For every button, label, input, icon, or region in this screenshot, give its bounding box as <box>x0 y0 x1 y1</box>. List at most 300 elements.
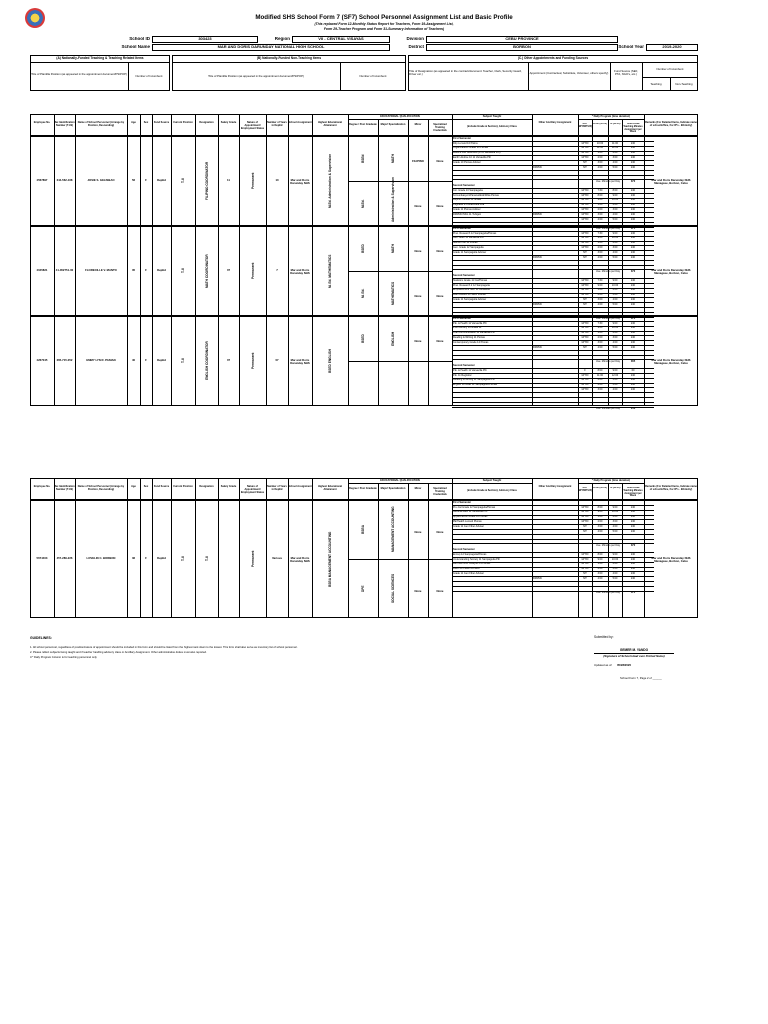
employee-remarks: Mar and Doris Darunday NHS Managase, Borbon, Cebu <box>651 359 691 366</box>
sem1-total: 372 <box>630 179 636 183</box>
employee-years: 10 <box>275 179 279 182</box>
sem1-from: 4:00 <box>597 255 603 259</box>
sem1-minutes: 240 <box>630 165 636 169</box>
sem1-subject: Pre-Cal Grade 12 Sampaguita/Ptonas <box>453 505 496 509</box>
sem1-day: M/T/D <box>581 326 589 330</box>
employee-highest-attainment: BSED ENGLISH <box>328 349 332 373</box>
employee-tin: 265-715-052 <box>56 359 73 362</box>
employee-highest-attainment: M.Ed. Administration & Supervision <box>328 153 332 209</box>
employee-name: LOVELIN C. BORBON <box>86 557 116 560</box>
column-label-to: To (00:00) <box>609 123 621 125</box>
sem1-from: 9:00 <box>597 510 603 514</box>
sem1-day: M/T/D <box>581 335 589 339</box>
sem1-to: 2:00 <box>612 515 618 519</box>
employee-school-assignment: Mar and Doris Darunday NHS <box>290 179 310 186</box>
employee-major-2: Administration & Supervision <box>391 177 395 222</box>
sem1-day: MT <box>583 250 587 254</box>
sem1-minutes: 240 <box>630 160 636 164</box>
employee-training-1: None <box>436 529 444 534</box>
sem1-minutes: 240 <box>630 335 636 339</box>
column-label-age: Age <box>131 121 136 124</box>
sem2-day: M/T/D <box>581 193 589 197</box>
sem1-label: First Semester <box>453 137 472 140</box>
sem1-from: 1:00 <box>597 241 603 245</box>
sem1-day: M/T/D <box>581 241 589 245</box>
sem1-minutes: 240 <box>630 529 636 533</box>
column-label-age: Age <box>131 485 136 488</box>
sem2-total: 372 <box>630 591 636 595</box>
sem2-minutes: 240 <box>630 203 636 207</box>
column-label-ancillary: Other Ancillary Assignment <box>538 485 572 488</box>
sem2-minutes: 60 <box>631 368 635 372</box>
sem2-day: F <box>584 368 586 372</box>
employee-remarks: Mar and Doris Darunday NHS Managase, Borbon, Cebu <box>651 179 691 186</box>
column-label-school-assignment: School Assignment <box>288 121 312 124</box>
column-label-subject-detail: (include Grade & Section), Advisory Class <box>467 125 517 128</box>
sem2-minutes: 240 <box>630 387 636 391</box>
column-label-training: Specialized Training Credentials <box>433 123 447 132</box>
sem1-to: 3:00 <box>612 155 618 159</box>
school-name-label: School Name <box>121 45 150 49</box>
region-label: Region <box>274 37 290 41</box>
sem2-day: M/T/D <box>581 217 589 221</box>
sem1-ancillary: DRRMC <box>533 165 543 169</box>
sem2-from: 2:00 <box>597 567 603 571</box>
district-value: BORBON <box>513 45 531 49</box>
sem2-total: 371 <box>630 227 636 231</box>
sem1-minutes: 240 <box>630 331 636 335</box>
sem1-label: First Semester <box>453 317 472 320</box>
sem2-minutes: 240 <box>630 212 636 216</box>
employee-age: 35 <box>131 269 136 272</box>
sem1-to: 10:00 <box>611 326 619 330</box>
sem2-day: M/T/D <box>581 203 589 207</box>
sem2-from: 4:00 <box>597 217 603 221</box>
employee-training-1: None <box>436 158 444 163</box>
sem1-minutes: 240 <box>630 515 636 519</box>
sem2-day: M/T/D <box>581 212 589 216</box>
sem2-subject: Empowerment Tech 11 Varsavilia <box>453 288 490 292</box>
sem2-day: M/T/D <box>581 373 589 377</box>
employee-position: T-II <box>181 556 185 562</box>
sem2-to: 4:00 <box>612 387 618 391</box>
sem2-label: Second Semester <box>453 184 475 188</box>
sem2-day: M/T/D <box>581 288 589 292</box>
sem1-minutes: 240 <box>630 151 636 155</box>
school-year-label: School Year <box>618 45 644 49</box>
column-label-fund-source: Fund Source <box>153 485 170 488</box>
sem2-minutes: 240 <box>630 302 636 306</box>
sem1-from: 4:00 <box>597 165 603 169</box>
column-label-to: To (00:00) <box>609 487 621 489</box>
sem2-from: 8:00 <box>597 368 603 372</box>
sem1-day: MT <box>583 255 587 259</box>
sem1-to: 9:00 <box>612 231 618 235</box>
column-label-subject-detail: (include Grade & Section), Advisory Class <box>467 489 517 492</box>
sem1-subject: Stat & Prob 11 Ptonas <box>453 241 478 245</box>
column-label-salary-grade: Salary Grade <box>220 485 237 488</box>
sem1-minutes: 240 <box>630 505 636 509</box>
column-label-ancillary: Other Ancillary Assignment <box>538 121 572 124</box>
sem2-subject: DRRMC/SSG 11 Tubigon <box>453 212 482 216</box>
sem2-from: 1:00 <box>597 288 603 292</box>
column-group-educational-qualification: EDUCATIONAL QUALIFICATION <box>380 478 420 482</box>
employee-remarks: Mar and Doris Darunday NHS Managase, Borbon, Cebu <box>651 557 691 564</box>
sem2-to: 10:00 <box>611 557 619 561</box>
sem2-minutes: 240 <box>630 557 636 561</box>
sem2-total-label: Ave. Minutes per Day <box>596 591 620 595</box>
column-group-subject-taught: Subject Taught <box>482 478 502 482</box>
column-label-nature: Nature of Appointment/ Employment Status <box>240 485 265 494</box>
employee-major-1: MATH <box>391 154 395 163</box>
sem2-to: 9:00 <box>612 552 618 556</box>
column-label-sex: Sex <box>143 485 149 488</box>
sem2-subject: Grade 11 Gen Fiber Adviser <box>453 571 484 575</box>
employee-nature: Permanent <box>250 172 255 190</box>
sem1-from: 3:00 <box>597 340 603 344</box>
sem1-from: 7:30 <box>597 231 603 235</box>
employee-salary-grade: 07 <box>226 359 231 362</box>
form-title: Modified SHS School Form 7 (SF7) School Personnel Assignment List and Basic Profile <box>255 14 513 21</box>
employee-major-2: MATHEMATICS <box>391 281 395 306</box>
sem1-from: 7:30 <box>597 321 603 325</box>
sem2-day: M/T/D <box>581 383 589 387</box>
employee-highest-attainment: M. Ed. MATHEMATICS <box>328 254 332 288</box>
employee-major-2: SOCIAL SCIENCES <box>391 573 395 604</box>
summary-a-title: (A) Nationally-Funded Teaching & Teaching Related Items <box>56 56 144 60</box>
column-label-nature: Nature of Appointment/ Employment Status <box>240 121 265 130</box>
page-number-label: School Form 7, Page 2 of ______ <box>620 676 662 680</box>
school-year-value: 2019-2020 <box>662 45 682 49</box>
employee-degree-1: BSEd <box>361 154 365 163</box>
sem1-subject: Gen. Math 11 Varsavilia Pth <box>453 236 484 240</box>
sem2-from: 7:30 <box>597 188 603 192</box>
sem2-from: 9:00 <box>597 198 603 202</box>
sem1-to: 9:00 <box>612 505 618 509</box>
sem2-to: 4:00 <box>612 297 618 301</box>
employee-nature: Permanent <box>250 352 255 370</box>
summary-a-plantilla: Title of Plantilla Position (as appeared in the appointment document/PSIPOP) <box>31 72 127 76</box>
sem2-total-label: Ave. Minutes per Day <box>596 407 620 411</box>
sem1-from: 1:00 <box>597 151 603 155</box>
sem1-day: M/T/D <box>581 515 589 519</box>
sem1-minutes: 240 <box>630 326 636 330</box>
sem2-from: 3:00 <box>597 387 603 391</box>
sem1-day: MT <box>583 165 587 169</box>
sem2-from: 1:00 <box>597 562 603 566</box>
sem2-minutes: 240 <box>630 293 636 297</box>
employee-designation: MATH COORDINATOR <box>204 254 209 288</box>
updated-label: Updated as of: <box>594 663 613 667</box>
sem2-day: M/T/D <box>581 188 589 192</box>
sem1-from: 1:00 <box>597 515 603 519</box>
sem1-to: 2:00 <box>612 331 618 335</box>
sem1-from: 2:00 <box>597 155 603 159</box>
sem2-minutes: 240 <box>630 198 636 202</box>
sem2-label: Second Semester <box>453 548 475 552</box>
sem2-total-label: Ave. Minutes per Day <box>596 317 620 321</box>
sem1-day: M/T/D <box>581 510 589 514</box>
sem2-total: 372 <box>630 317 636 321</box>
sem1-day: M/T/D <box>581 331 589 335</box>
employee-minor-1: None <box>414 248 422 253</box>
summary-b-plantilla: Title of Plantilla Position (as appeared in the appointment document/PSIPOP) <box>208 74 304 78</box>
region-value: VII - CENTRAL VISAYAS <box>318 37 364 41</box>
sem1-from: 3:00 <box>597 160 603 164</box>
sem1-minutes: 240 <box>630 141 636 145</box>
sem2-to: 2:00 <box>612 288 618 292</box>
column-label-sex: Sex <box>143 121 149 124</box>
sem2-day: M/T/D <box>581 207 589 211</box>
sem1-total-label: Ave. Minutes per Day <box>596 359 620 363</box>
sem1-minutes: 240 <box>630 231 636 235</box>
sem1-subject: Filip Lunsod 10 Pisina <box>453 141 478 145</box>
column-label-tin: Tax Identification Number (T.I.N) <box>54 485 75 491</box>
sem2-minutes: 240 <box>630 288 636 292</box>
sem2-subject: Filipino Lunsod 10 Sinala <box>453 198 481 202</box>
sem1-to: 4:00 <box>612 160 618 164</box>
sem1-subject: Grade 11 Sampaguita Adviser <box>453 250 487 254</box>
sem1-from: 9:00 <box>597 236 603 240</box>
column-label-highest-attainment: Highest Educational Attainment <box>317 121 343 127</box>
sem1-total-label: Ave. Minutes per Day <box>596 269 620 273</box>
sem2-to: 3:00 <box>612 293 618 297</box>
sem1-subject: Prac. Research 12 Sampaguita/Ptonas <box>453 231 497 235</box>
signatory-title: (Signature of School Head over Printed Name) <box>603 654 665 658</box>
sem2-minutes: 240 <box>630 567 636 571</box>
employee-degree-1: BSED <box>361 334 365 343</box>
column-group-daily-program: * Daily Program (time duration) <box>591 114 631 118</box>
column-label-highest-attainment: Highest Educational Attainment <box>317 485 343 491</box>
sem2-subject: Statistics Grade 11 Car/Ptonas <box>453 278 488 282</box>
sem1-minutes: 240 <box>630 236 636 240</box>
employee-tin: 244-562-168 <box>56 179 73 182</box>
sem1-day: M/T/D <box>581 505 589 509</box>
sem2-subject: Entrep 12 Sampaguita/Ptonas <box>453 552 487 556</box>
employee-years: 07 <box>275 359 279 362</box>
employee-years: 7 <box>276 269 278 272</box>
sem1-day: M/T/D <box>581 236 589 240</box>
sem2-to: 2:00 <box>612 203 618 207</box>
sem1-day: M/T/D <box>581 519 589 523</box>
employee-school-assignment: Mar and Doris Darunday NHS <box>290 359 310 366</box>
employee-training-1: None <box>436 338 444 343</box>
column-label-degree: Degree / Post Graduate <box>349 487 377 490</box>
sem1-to: 4:00 <box>612 250 618 254</box>
employee-fund-source: DepEd <box>157 359 166 362</box>
sem2-minutes: 240 <box>630 562 636 566</box>
sem1-to: 5:00 <box>612 529 618 533</box>
sem2-subject: P.E. & Health 11 Varsavilia Pth <box>453 368 487 372</box>
sem1-subject: P.E. & Health 11 Varsavilia Pth <box>453 321 487 325</box>
employee-school-assignment: Mar and Doris Darunday NHS <box>290 269 310 276</box>
sem2-to: 9:00 <box>612 193 618 197</box>
sem1-day: M/T/D <box>581 321 589 325</box>
sem1-minutes: 240 <box>630 250 636 254</box>
employee-number: 4267045 <box>36 359 48 362</box>
summary-c-teaching: Teaching <box>650 82 662 86</box>
sem2-minutes: 240 <box>630 278 636 282</box>
sem1-subject: Organizations Grade 10 Ptonas <box>453 146 489 150</box>
district-label: District <box>408 45 424 49</box>
employee-highest-attainment: BSBA MANAGEMENT ACCOUNTING <box>328 531 332 587</box>
summary-a-incumbent: Number of Incumbent <box>135 74 163 78</box>
summary-b-title: (B) Nationally-Funded Non-Teaching Items <box>256 56 322 60</box>
employee-training-1: None <box>436 248 444 253</box>
employee-major-1: MANAGEMENT ACCOUNTING <box>391 506 395 553</box>
sem2-subject: Math Lesson 11 Stem Ptonas <box>453 293 486 297</box>
summary-c-nonteaching: Non-Teaching <box>675 82 693 86</box>
column-label-day: DAY (M/T/W/TH/F) <box>578 487 592 492</box>
sem1-subject: Contemporary Grade 12 Ptonas <box>453 340 489 344</box>
summary-c-incumbent: Number of Incumbent <box>656 67 684 71</box>
sem2-subject: P.E. 11 Registrar <box>453 373 472 377</box>
sem2-minutes: 240 <box>630 571 636 575</box>
sem1-subject: Oral Communication 11 Varsavilia Pth <box>453 331 495 335</box>
sem1-subject: Grade 10 Ptonas Adviser <box>453 160 481 164</box>
sem2-day: M/T/D <box>581 567 589 571</box>
employee-minor-2: None <box>414 203 422 208</box>
division-label: Division <box>406 37 424 41</box>
sem1-day: M/T/D <box>581 146 589 150</box>
sem2-subject: Understanding Society 11 Sampaguita Pth <box>453 557 500 561</box>
sem1-subject: 21st Century Lit Grade 11 <box>453 326 482 330</box>
employee-number: 4045821 <box>36 269 48 272</box>
sem2-to: 3:00 <box>612 567 618 571</box>
employee-minor-1: FILIPINO <box>412 158 424 163</box>
sem2-day: M/T/D <box>581 552 589 556</box>
employee-tin: 41-352751-00 <box>55 269 74 272</box>
sem2-to: 4:00 <box>612 571 618 575</box>
sem2-day: M/T/D <box>581 562 589 566</box>
school-id-value: 303423 <box>198 37 212 41</box>
employee-minor-2: None <box>414 588 422 593</box>
sem1-from: 2:00 <box>597 245 603 249</box>
sem2-to: 5:00 <box>612 302 618 306</box>
sem1-from: 4:00 <box>597 529 603 533</box>
sem2-subject: Komunikasyon/Pananaliksik/Wika Ptonas <box>453 193 499 197</box>
sem2-minutes: 240 <box>630 383 636 387</box>
sem2-from: 4:00 <box>597 378 603 382</box>
sem2-total-label: Ave. Minutes per Day <box>596 227 620 231</box>
column-label-major: Major/ Specialization <box>380 487 406 490</box>
sem2-to: 5:00 <box>612 576 618 580</box>
sem1-minutes: 240 <box>630 146 636 150</box>
column-label-school-assignment: School Assignment <box>288 485 312 488</box>
sem2-day: M/T/D <box>581 198 589 202</box>
sem2-subject: English for Acad 12 Sampaguita Ptonas <box>453 383 498 387</box>
sem1-from: 9:00 <box>597 326 603 330</box>
employee-age: 36 <box>131 557 136 560</box>
summary-b-incumbent: Number of Incumbent <box>359 74 387 78</box>
sem2-label: Second Semester <box>453 274 475 278</box>
employee-age: 56 <box>131 179 136 182</box>
sem2-to: 10:00 <box>611 198 619 202</box>
form-subtitle-2: Form 29-Teacher Program and Form 31-Summary Information of Teachers) <box>323 27 445 31</box>
summary-b-box <box>172 55 406 91</box>
sem1-ancillary: DRRMC <box>533 345 543 349</box>
sem1-subject: PE/Health Lunsod Ptonas <box>453 519 482 523</box>
sem2-to: 5:00 <box>612 217 618 221</box>
sem1-to: 11:00 <box>611 141 619 145</box>
sem1-label: First Semester <box>453 501 472 504</box>
sem1-total: 365 <box>630 359 636 363</box>
column-label-degree: Degree / Post Graduate <box>349 123 377 126</box>
employee-sex: F <box>145 359 147 362</box>
column-label-name: Name of School Personnel (Arrange by Position, Descending) <box>77 485 125 491</box>
sem1-minutes: 240 <box>630 155 636 159</box>
sem2-to: 9:00 <box>612 368 618 372</box>
sem1-from: 8:00 <box>597 505 603 509</box>
sem2-day: MT <box>583 571 587 575</box>
sem2-subject: Fabm 11 Peach Lunsod <box>453 567 480 571</box>
employee-degree-2: DPE <box>361 585 365 592</box>
sem2-minutes: 240 <box>630 207 636 211</box>
sem2-from: 4:00 <box>597 576 603 580</box>
sem1-to: 10:00 <box>611 510 619 514</box>
employee-designation: FILIPINO COORDINATOR <box>204 161 209 201</box>
sem1-subject: Reading & Writing 11 Ptonas <box>453 335 485 339</box>
sem2-to: 3:00 <box>612 207 618 211</box>
sem2-minutes: 240 <box>630 193 636 197</box>
sem2-from: 11:00 <box>596 373 604 377</box>
employee-minor-1: None <box>414 338 422 343</box>
sem2-minutes: 240 <box>630 552 636 556</box>
sem2-minutes: 240 <box>630 283 636 287</box>
column-label-minor: Minor <box>414 487 422 490</box>
employee-years: Various <box>271 557 283 560</box>
sem2-subject: Res.Gen Bus. Analysis 11 Ptonas <box>453 562 491 566</box>
sem1-minutes: 240 <box>630 340 636 344</box>
sem1-minutes: 240 <box>630 519 636 523</box>
sem1-day: M/T/D <box>581 231 589 235</box>
sem1-total-label: Ave. Minutes per Day <box>596 179 620 183</box>
employee-position: T-II <box>181 178 185 184</box>
sem1-subject: Mass & Life Sciences (M 11 Varsavilia Pth) <box>453 151 501 155</box>
sem1-to: 4:00 <box>612 340 618 344</box>
sem1-day: M/T/D <box>581 245 589 249</box>
column-label-employee-no: Employee No. <box>33 121 51 124</box>
sem2-day: M/T/D <box>581 378 589 382</box>
sem1-ancillary: DRRMC <box>533 255 543 259</box>
sem1-day: M/T/D <box>581 141 589 145</box>
employee-sex: F <box>145 179 147 182</box>
column-label-employee-no: Employee No. <box>33 485 51 488</box>
employee-fund-source: DepEd <box>157 269 166 272</box>
column-label-designation: Designation <box>199 485 214 488</box>
sem1-day: MT <box>583 529 587 533</box>
sem2-day: M/T/D <box>581 283 589 287</box>
sem2-from: 9:00 <box>597 557 603 561</box>
column-label-day: DAY (M/T/W/TH/F) <box>578 123 592 128</box>
sem2-to: 3:00 <box>612 383 618 387</box>
sem2-label: Second Semester <box>453 364 475 368</box>
sem2-day: M/T/D <box>581 293 589 297</box>
employee-salary-grade: 11 <box>227 179 230 182</box>
sem2-from: 2:00 <box>597 207 603 211</box>
summary-c-appointment: Appointment (Contractual, Substitute, Volunteer, others specify) <box>529 72 609 75</box>
sem1-to: 3:00 <box>612 245 618 249</box>
sem1-total: 372 <box>630 543 636 547</box>
sem2-minutes: 240 <box>630 373 636 377</box>
column-label-from: From (00:00) <box>593 123 607 125</box>
column-label-major: Major/ Specialization <box>380 123 406 126</box>
employee-number: 5674403 <box>36 557 48 560</box>
column-label-from: From (00:00) <box>593 487 607 489</box>
sem1-total: 372 <box>630 269 636 273</box>
sem1-to: 2:00 <box>612 241 618 245</box>
sem1-day: M/T/D <box>581 151 589 155</box>
